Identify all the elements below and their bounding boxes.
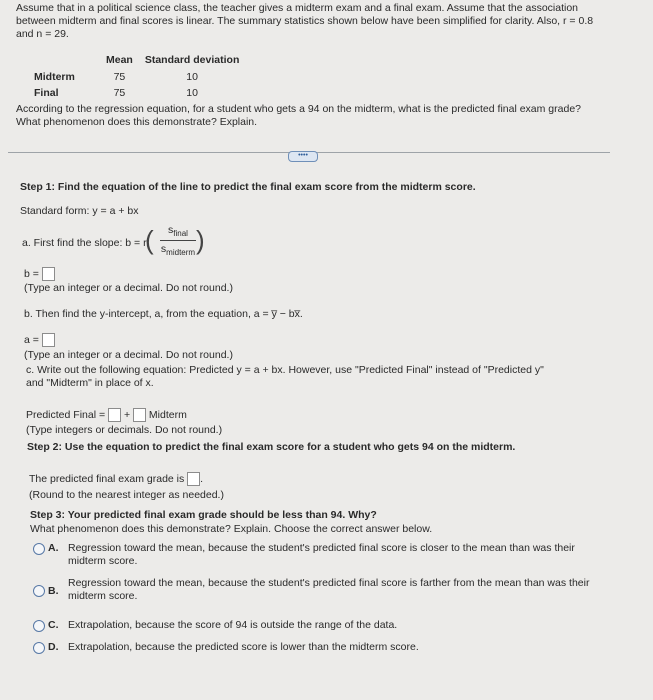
option-text: Extrapolation, because the score of 94 is outside the range of the data. xyxy=(68,619,398,631)
cell-mean: 75 xyxy=(113,87,126,99)
header-mean: Mean xyxy=(106,54,133,66)
fraction-numerator: $s_{final}$ xyxy=(168,224,188,239)
fraction-denominator: $s_{midterm}$ xyxy=(160,243,196,258)
row-label: Final xyxy=(34,87,59,99)
step3-title: Step 3: Your predicted final exam grade should be less than 94. Why? xyxy=(30,509,377,521)
option-letter: B. xyxy=(48,585,59,597)
slope-answer-input[interactable] xyxy=(133,408,146,422)
plus-sign: + xyxy=(123,408,131,421)
intro-line: Assume that in a political science class, the teacher gives a midterm exam and a final exam. Assume that the association xyxy=(16,2,579,14)
step2-title: Step 2: Use the equation to predict the final exam score for a student who gets 94 on the midterm. xyxy=(27,441,516,453)
option-a-radio[interactable] xyxy=(33,543,45,555)
right-paren: ) xyxy=(196,225,205,255)
predicted-final-label: Predicted Final = xyxy=(26,408,106,421)
standard-form: Standard form: y = a + bx xyxy=(20,205,139,217)
b-answer-input[interactable] xyxy=(42,267,55,281)
option-text: Regression toward the mean, because the student's predicted final score is closer to the mean than was their midterm score. xyxy=(68,542,575,567)
table-row xyxy=(30,69,245,85)
a-label: a = xyxy=(24,333,39,346)
a-answer-row xyxy=(24,333,55,347)
fraction xyxy=(160,224,196,257)
problem-question xyxy=(16,103,616,129)
cell-sd: 10 xyxy=(186,71,198,83)
b-label: b = xyxy=(24,267,39,280)
left-paren: ( xyxy=(145,225,154,255)
cell-sd: 10 xyxy=(186,87,198,99)
option-letter: C. xyxy=(48,619,59,631)
grade-answer-input[interactable] xyxy=(187,472,200,486)
a-answer-input[interactable] xyxy=(42,333,55,347)
option-text: Extrapolation, because the predicted score is lower than the midterm score. xyxy=(68,641,419,653)
intercept-answer-input[interactable] xyxy=(108,408,121,422)
b-answer-row xyxy=(24,267,55,281)
grade-label: The predicted final exam grade is xyxy=(29,472,185,485)
question-line: According to the regression equation, for a student who gets a 94 on the midterm, what is the predicted final exam grade? xyxy=(16,103,581,115)
problem-intro xyxy=(16,2,616,41)
option-text: Regression toward the mean, because the student's predicted final score is farther from the mean than was their midterm score. xyxy=(68,577,590,602)
equation-instruction: c. Write out the following equation: Predicted y = a + bx. However, use "Predicted Final" instead of "Predicted y" and "Midterm" in place of x. xyxy=(26,364,544,389)
slope-instruction: a. First find the slope: b = r xyxy=(22,237,147,249)
option-d-radio[interactable] xyxy=(33,642,45,654)
question-line: What phenomenon does this demonstrate? Explain. xyxy=(16,116,258,128)
summary-statistics-table xyxy=(30,54,245,101)
option-b-radio[interactable] xyxy=(33,585,45,597)
step1-title: Step 1: Find the equation of the line to predict the final exam score from the midterm score. xyxy=(20,181,476,193)
a-hint: (Type an integer or a decimal. Do not round.) xyxy=(24,349,233,361)
intercept-instruction: b. Then find the y-intercept, a, from the equation, a = y̅ − bx̅. xyxy=(24,308,303,320)
row-label: Midterm xyxy=(34,71,75,83)
option-c-radio[interactable] xyxy=(33,620,45,632)
intro-line: between midterm and final scores is linear. The summary statistics shown below have been simplified for clarity. Also, r = 0.8 xyxy=(16,15,594,27)
option-letter: A. xyxy=(48,542,59,554)
grade-hint: (Round to the nearest integer as needed.) xyxy=(29,489,224,501)
expand-more-button[interactable]: •••• xyxy=(288,151,318,162)
table-row xyxy=(30,85,245,101)
grade-row: The predicted final exam grade is . xyxy=(29,472,204,485)
option-letter: D. xyxy=(48,641,59,653)
predicted-final-row xyxy=(26,408,187,422)
predicted-final-hint: (Type integers or decimals. Do not round.) xyxy=(26,424,223,436)
cell-mean: 75 xyxy=(113,71,126,83)
midterm-word: Midterm xyxy=(148,408,187,421)
step3-question: What phenomenon does this demonstrate? Explain. Choose the correct answer below. xyxy=(30,523,433,535)
header-sd: Standard deviation xyxy=(144,54,240,66)
intro-line: and n = 29. xyxy=(16,28,69,40)
b-hint: (Type an integer or a decimal. Do not round.) xyxy=(24,282,233,294)
